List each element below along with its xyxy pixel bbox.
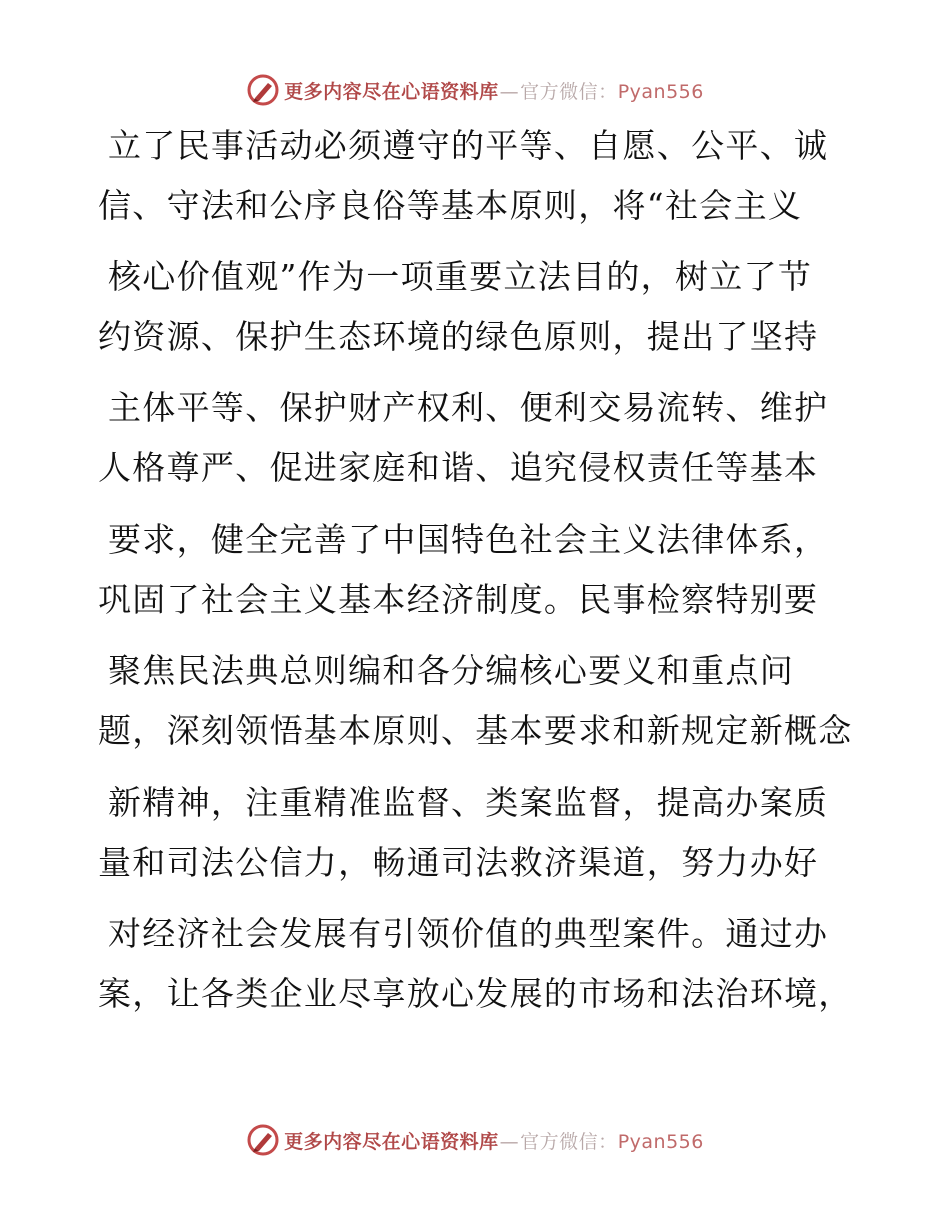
body-line: 量和司法公信力，畅通司法救济渠道，努力办好: [98, 843, 819, 882]
body-line: 核心价值观”作为一项重要立法目的，树立了节: [108, 257, 813, 296]
body-line: 聚焦民法典总则编和各分编核心要义和重点问: [108, 651, 794, 690]
body-line: 立了民事活动必须遵守的平等、自愿、公平、诚: [108, 126, 829, 165]
watermark-wechat-id: Pyan556: [617, 80, 704, 103]
body-line: 巩固了社会主义基本经济制度。民事检察特别要: [98, 580, 819, 619]
body-line: 人格尊严、促进家庭和谐、追究侵权责任等基本: [98, 448, 819, 487]
body-line: 对经济社会发展有引领价值的典型案件。通过办: [108, 914, 829, 953]
header-watermark: [0, 70, 950, 110]
watermark-wechat-label: 官方微信：: [520, 80, 618, 103]
watermark-wechat-label: 官方微信：: [520, 1130, 618, 1153]
body-line: 要求，健全完善了中国特色社会主义法律体系，: [108, 520, 829, 559]
watermark-dash: —: [499, 80, 520, 103]
pen-logo-icon: [246, 1123, 280, 1157]
watermark-text: [284, 1127, 704, 1154]
watermark-brand: 更多内容尽在心语资料库: [284, 80, 499, 103]
pen-logo-icon: [246, 73, 280, 107]
body-line: 约资源、保护生态环境的绿色原则，提出了坚持: [98, 317, 819, 356]
watermark-dash: —: [499, 1130, 520, 1153]
body-line: 题，深刻领悟基本原则、基本要求和新规定新概念: [98, 711, 853, 750]
body-line: 主体平等、保护财产权利、便利交易流转、维护: [108, 388, 829, 427]
watermark-wechat-id: Pyan556: [617, 1130, 704, 1153]
watermark-brand: 更多内容尽在心语资料库: [284, 1130, 499, 1153]
body-line: 新精神，注重精准监督、类案监督，提高办案质: [108, 783, 829, 822]
body-line: 信、守法和公序良俗等基本原则，将“社会主义: [98, 186, 803, 225]
body-line: 案，让各类企业尽享放心发展的市场和法治环境，: [98, 974, 853, 1013]
footer-watermark: [0, 1120, 950, 1160]
watermark-text: [284, 77, 704, 104]
